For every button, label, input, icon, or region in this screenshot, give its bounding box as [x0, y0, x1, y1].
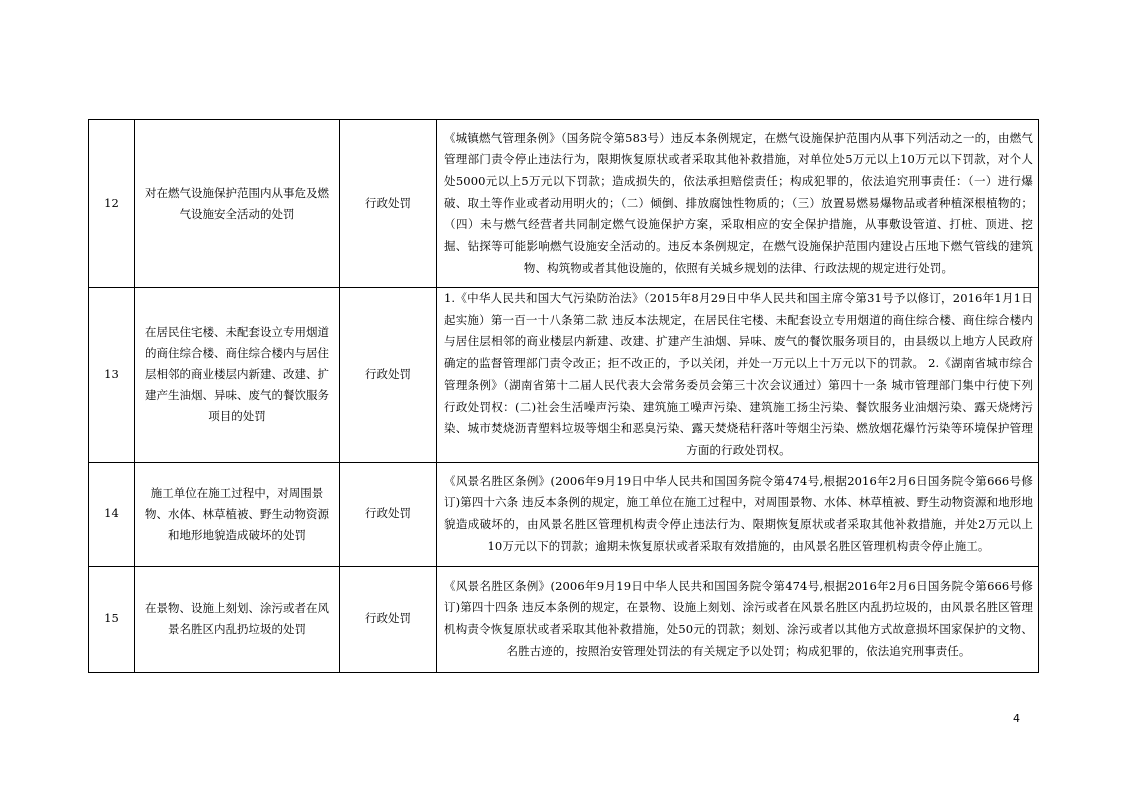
penalty-item-cell — [135, 120, 340, 288]
table-row — [89, 288, 1039, 463]
row-number: 14 — [89, 462, 135, 566]
penalty-type: 行政处罚 — [340, 462, 437, 566]
row-number: 13 — [89, 288, 135, 463]
penalty-type: 行政处罚 — [340, 120, 437, 288]
penalty-type: 行政处罚 — [340, 288, 437, 463]
penalty-item-name: 在景物、设施上刻划、涂污或者在风景名胜区内乱扔垃圾的处罚 — [145, 601, 329, 637]
penalty-table — [88, 119, 1039, 673]
table-row — [89, 462, 1039, 566]
penalty-item-cell — [135, 462, 340, 566]
row-number: 15 — [89, 566, 135, 672]
row-number: 12 — [89, 120, 135, 288]
penalty-item-name: 对在燃气设施保护范围内从事危及燃气设施安全活动的处罚 — [145, 185, 329, 221]
penalty-item-name: 施工单位在施工过程中，对周围景物、水体、林草植被、野生动物资源和地形地貌造成破坏的处罚 — [145, 485, 329, 542]
legal-basis-cell — [437, 120, 1039, 288]
penalty-item-cell — [135, 288, 340, 463]
legal-basis-cell — [437, 288, 1039, 463]
penalty-item-cell — [135, 566, 340, 672]
legal-basis-text: 《城镇燃气管理条例》（国务院令第583号）违反本条例规定，在燃气设施保护范围内从事下列活动之一的，由燃气管理部门责令停止违法行为，限期恢复原状或者采取其他补救措施，对单位处5万元以上10万元以下罚款，对个人处5000元以上5万元以下罚款；造成损失的，依法承担赔偿责任；构成犯罪的，依法追究刑事责任：（一）进行爆破、取土等作业或者动用明火的；（二）倾倒、排放腐蚀性物质的；（三）放置易燃易爆物品或者种植深根植物的；（四）未与燃气经营者共同制定燃气设施保护方案，采取相应的安全保护措施，从事敷设管道、打桩、顶进、挖掘、钻探等可能影响燃气设施安全活动的。违反本条例规定，在燃气设施保护范围内建设占压地下燃气管线的建筑物、构筑物或者其他设施的，依照有关城乡规划的法律、行政法规的规定进行处罚。 — [444, 130, 1033, 275]
page-number: 4 — [1013, 712, 1020, 725]
legal-basis-text: 《风景名胜区条例》(2006年9月19日中华人民共和国国务院令第474号,根据2016年2月6日国务院令第666号修订)第四十六条 违反本条例的规定，施工单位在施工过程中，对周围景物、水体、林草植被、野生动物资源和地形地貌造成破坏的，由风景名胜区管理机构责令停止违法行为、限期恢复原状或者采取其他补救措施，并处2万元以上10万元以下的罚款；逾期未恢复原状或者采取有效措施的，由风景名胜区管理机构责令停止施工。 — [444, 473, 1033, 553]
legal-basis-cell — [437, 566, 1039, 672]
legal-basis-cell — [437, 462, 1039, 566]
table-row — [89, 120, 1039, 288]
penalty-item-name: 在居民住宅楼、未配套设立专用烟道的商住综合楼、商住综合楼内与居住层相邻的商业楼层内新建、改建、扩建产生油烟、异味、废气的餐饮服务项目的处罚 — [145, 325, 329, 424]
penalty-type: 行政处罚 — [340, 566, 437, 672]
table-row — [89, 566, 1039, 672]
legal-basis-text: 1.《中华人民共和国大气污染防治法》（2015年8月29日中华人民共和国主席令第31号予以修订，2016年1月1日起实施）第一百一十八条第二款 违反本法规定，在居民住宅楼、未配套设立专用烟道的商住综合楼、商住综合楼内与居住层相邻的商业楼层内新建、改建、扩建产生油烟、异味、废气的餐饮服务项目的，由县级以上地方人民政府确定的监督管理部门责令改正；拒不改正的，予以关闭，并处一万元以上十万元以下的罚款。 2.《湖南省城市综合管理条例》（湖南省第十二届人民代表大会常务委员会第三十次会议通过）第四十一条 城市管理部门集中行使下列行政处罚权：(二)社会生活噪声污染、建筑施工噪声污染、建筑施工扬尘污染、餐饮服务业油烟污染、露天烧烤污染、城市焚烧沥青塑料垃圾等烟尘和恶臭污染、露天焚烧秸秆落叶等烟尘污染、燃放烟花爆竹污染等环境保护管理方面的行政处罚权。 — [444, 291, 1033, 457]
legal-basis-text: 《风景名胜区条例》(2006年9月19日中华人民共和国国务院令第474号,根据2016年2月6日国务院令第666号修订)第四十四条 违反本条例的规定，在景物、设施上刻划、涂污或者在风景名胜区内乱扔垃圾的，由风景名胜区管理机构责令恢复原状或者采取其他补救措施，处50元的罚款；刻划、涂污或者以其他方式故意损坏国家保护的文物、名胜古迹的，按照治安管理处罚法的有关规定予以处罚；构成犯罪的，依法追究刑事责任。 — [444, 578, 1033, 658]
